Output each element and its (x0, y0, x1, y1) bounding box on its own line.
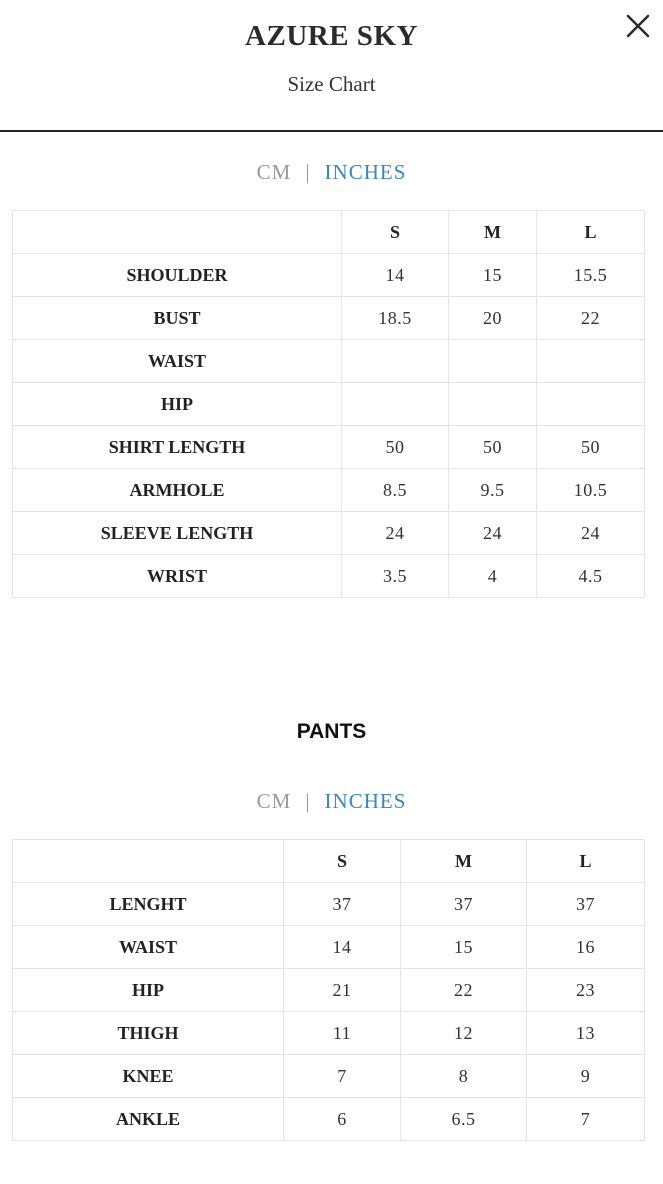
cell-value: 50 (537, 426, 645, 469)
top-unit-toggle (0, 160, 663, 185)
cell-value: 7 (284, 1055, 401, 1098)
cell-value (449, 340, 537, 383)
pants-unit-separator: | (305, 789, 311, 813)
row-label: LENGHT (13, 883, 284, 926)
cell-value: 7 (527, 1098, 645, 1141)
cell-value (537, 340, 645, 383)
table-row (13, 926, 645, 969)
cell-value: 8 (401, 1055, 527, 1098)
column-header (13, 840, 284, 883)
table-row (13, 340, 645, 383)
table-row (13, 469, 645, 512)
table-row (13, 254, 645, 297)
cell-value: 9 (527, 1055, 645, 1098)
row-label: SHIRT LENGTH (13, 426, 342, 469)
cell-value: 6 (284, 1098, 401, 1141)
cell-value: 37 (401, 883, 527, 926)
cell-value: 11 (284, 1012, 401, 1055)
row-label: ANKLE (13, 1098, 284, 1141)
pants-section-title: PANTS (296, 720, 367, 743)
modal-header (0, 0, 663, 132)
pants-unit-toggle (0, 789, 663, 814)
row-label: WAIST (13, 926, 284, 969)
cell-value: 15 (401, 926, 527, 969)
table-row (13, 555, 645, 598)
cell-value (537, 383, 645, 426)
row-label: THIGH (13, 1012, 284, 1055)
cell-value: 22 (537, 297, 645, 340)
cell-value: 23 (527, 969, 645, 1012)
table-row (13, 383, 645, 426)
cell-value: 4.5 (537, 555, 645, 598)
cell-value: 37 (527, 883, 645, 926)
table-row (13, 969, 645, 1012)
table-row (13, 883, 645, 926)
top-unit-separator: | (305, 160, 311, 184)
cell-value: 6.5 (401, 1098, 527, 1141)
cell-value: 20 (449, 297, 537, 340)
cell-value: 13 (527, 1012, 645, 1055)
row-label: ARMHOLE (13, 469, 342, 512)
cell-value: 24 (537, 512, 645, 555)
cell-value: 3.5 (342, 555, 449, 598)
table-header-row (13, 840, 645, 883)
cell-value: 21 (284, 969, 401, 1012)
row-label: WRIST (13, 555, 342, 598)
close-icon (622, 10, 654, 42)
cell-value: 14 (342, 254, 449, 297)
table-header-row (13, 211, 645, 254)
cell-value: 15.5 (537, 254, 645, 297)
top-cm-option[interactable]: CM (256, 160, 292, 184)
row-label: KNEE (13, 1055, 284, 1098)
cell-value: 24 (342, 512, 449, 555)
top-inches-option[interactable]: INCHES (324, 160, 407, 184)
column-header-l: L (527, 840, 645, 883)
table-row (13, 512, 645, 555)
cell-value: 24 (449, 512, 537, 555)
size-chart-subtitle: Size Chart (287, 72, 376, 96)
row-label: SLEEVE LENGTH (13, 512, 342, 555)
brand-title: AZURE SKY (245, 20, 418, 52)
cell-value: 16 (527, 926, 645, 969)
cell-value: 12 (401, 1012, 527, 1055)
row-label: WAIST (13, 340, 342, 383)
pants-size-table (12, 839, 645, 1141)
cell-value: 9.5 (449, 469, 537, 512)
pants-inches-option[interactable]: INCHES (324, 789, 407, 813)
column-header (13, 211, 342, 254)
cell-value: 10.5 (537, 469, 645, 512)
cell-value: 22 (401, 969, 527, 1012)
column-header-m: M (449, 211, 537, 254)
column-header-l: L (537, 211, 645, 254)
cell-value: 18.5 (342, 297, 449, 340)
cell-value (342, 340, 449, 383)
cell-value: 14 (284, 926, 401, 969)
column-header-m: M (401, 840, 527, 883)
cell-value: 4 (449, 555, 537, 598)
table-row (13, 1012, 645, 1055)
cell-value: 50 (342, 426, 449, 469)
column-header-s: S (284, 840, 401, 883)
table-row (13, 297, 645, 340)
row-label: BUST (13, 297, 342, 340)
pants-cm-option[interactable]: CM (256, 789, 292, 813)
cell-value: 15 (449, 254, 537, 297)
table-row (13, 426, 645, 469)
row-label: HIP (13, 383, 342, 426)
row-label: SHOULDER (13, 254, 342, 297)
row-label: HIP (13, 969, 284, 1012)
cell-value: 37 (284, 883, 401, 926)
cell-value (449, 383, 537, 426)
top-size-table (12, 210, 645, 598)
column-header-s: S (342, 211, 449, 254)
cell-value (342, 383, 449, 426)
cell-value: 8.5 (342, 469, 449, 512)
close-button[interactable] (622, 10, 654, 42)
table-row (13, 1098, 645, 1141)
table-row (13, 1055, 645, 1098)
cell-value: 50 (449, 426, 537, 469)
